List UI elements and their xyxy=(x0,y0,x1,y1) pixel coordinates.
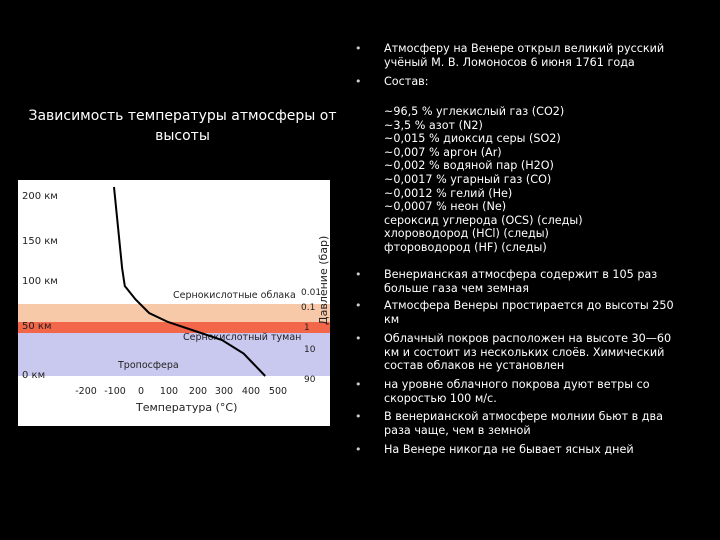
troposphere-label: Тропосфера xyxy=(118,360,179,371)
temperature-curve xyxy=(114,187,265,376)
bullet-icon: • xyxy=(355,299,362,312)
bullet-icon: • xyxy=(355,410,362,423)
bullet-icon: • xyxy=(355,332,362,345)
x-tick: 0 xyxy=(137,386,145,397)
altitude-label-100: 100 км xyxy=(22,276,58,287)
pressure-tick: 10 xyxy=(304,345,316,355)
pressure-tick: 90 xyxy=(304,375,316,385)
altitude-label-200: 200 км xyxy=(22,191,58,202)
bullet-icon: • xyxy=(355,378,362,391)
pressure-axis-label: Давление (бар) xyxy=(317,235,330,325)
x-tick: 500 xyxy=(268,386,288,397)
temperature-altitude-diagram xyxy=(18,180,330,426)
altitude-label-0: 0 км xyxy=(22,370,46,381)
altitude-label-50: 50 км xyxy=(22,321,52,332)
bullet-icon: • xyxy=(355,268,362,281)
pressure-tick: 0.1 xyxy=(301,303,316,313)
x-tick: -200 xyxy=(75,386,97,397)
bullet-icon: • xyxy=(355,42,362,55)
altitude-label-150: 150 км xyxy=(22,236,58,247)
haze-layer-label: Сернокислотный туман xyxy=(183,332,302,343)
pressure-tick: 0.01 xyxy=(301,288,322,298)
chart-title: Зависимость температуры атмосферы от высоты xyxy=(28,108,337,144)
cloud-layer-label: Сернокислотные облака xyxy=(173,290,296,301)
x-axis-label: Температура (°С) xyxy=(136,401,238,414)
x-tick: 100 xyxy=(159,386,179,397)
x-tick: -100 xyxy=(104,386,126,397)
bullet-icon: • xyxy=(355,443,362,456)
x-tick: 400 xyxy=(241,386,261,397)
pressure-tick: 1 xyxy=(304,323,310,333)
bullet-icon: • xyxy=(355,75,362,88)
x-tick: 300 xyxy=(214,386,234,397)
x-tick: 200 xyxy=(188,386,208,397)
